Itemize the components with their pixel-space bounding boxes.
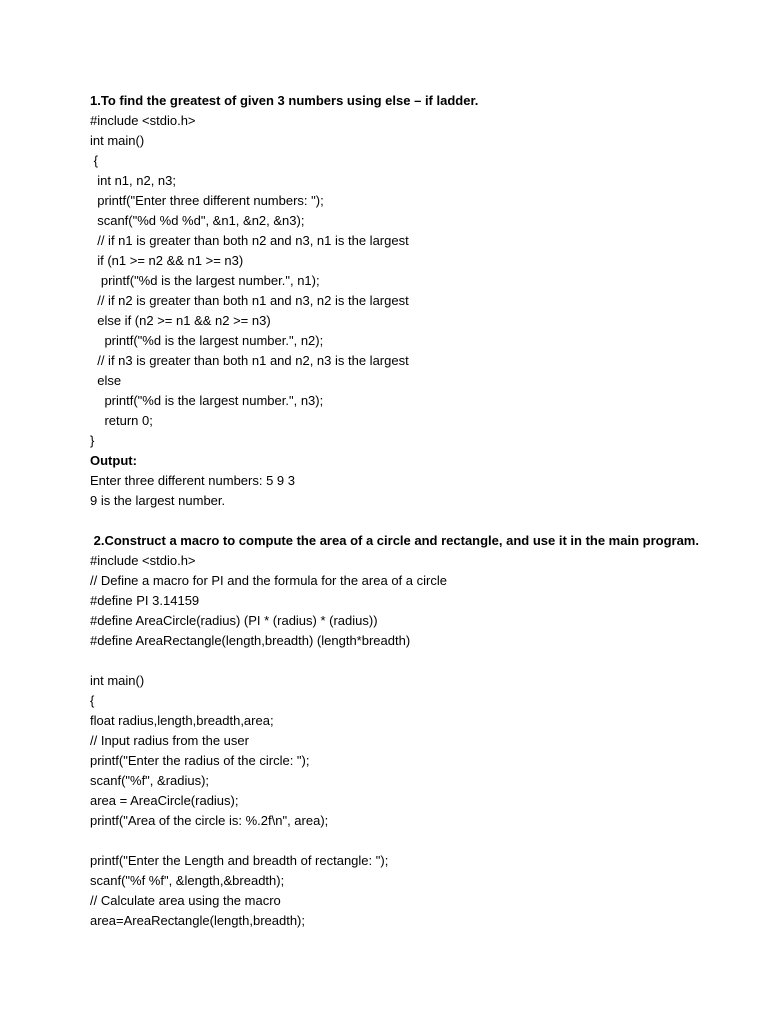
code-line: { bbox=[90, 693, 95, 708]
code-line: Enter three different numbers: 5 9 3 bbox=[90, 473, 295, 488]
code-line: else bbox=[90, 373, 122, 388]
code-line: 9 is the largest number. bbox=[90, 493, 226, 508]
section-heading: 2.Construct a macro to compute the area of a circle and rectangle, and use it in the main program. bbox=[90, 533, 699, 548]
code-line: printf("%d is the largest number.", n3); bbox=[90, 393, 324, 408]
code-line: area=AreaRectangle(length,breadth); bbox=[90, 913, 306, 928]
code-line: printf("Enter the Length and breadth of rectangle: "); bbox=[90, 853, 389, 868]
code-line: // Calculate area using the macro bbox=[90, 893, 281, 908]
blank-line bbox=[90, 651, 750, 671]
code-line: #include <stdio.h> bbox=[90, 113, 196, 128]
code-line: // Input radius from the user bbox=[90, 733, 249, 748]
code-line: int n1, n2, n3; bbox=[90, 173, 177, 188]
code-line: printf("Enter three different numbers: "); bbox=[90, 193, 324, 208]
code-line: return 0; bbox=[90, 413, 153, 428]
code-line: #define AreaCircle(radius) (PI * (radius) * (radius)) bbox=[90, 613, 378, 628]
code-line: // Define a macro for PI and the formula for the area of a circle bbox=[90, 573, 447, 588]
section-heading: 1.To find the greatest of given 3 numbers using else – if ladder. bbox=[90, 93, 479, 108]
blank-line bbox=[90, 831, 750, 851]
document-body bbox=[90, 91, 750, 931]
code-line: printf("%d is the largest number.", n1); bbox=[90, 273, 320, 288]
code-line: int main() bbox=[90, 673, 145, 688]
code-line: printf("Enter the radius of the circle: "); bbox=[90, 753, 310, 768]
code-line: // if n1 is greater than both n2 and n3, n1 is the largest bbox=[90, 233, 409, 248]
code-line: #define PI 3.14159 bbox=[90, 593, 200, 608]
code-line: printf("%d is the largest number.", n2); bbox=[90, 333, 324, 348]
code-line: scanf("%d %d %d", &n1, &n2, &n3); bbox=[90, 213, 305, 228]
code-line: { bbox=[90, 153, 98, 168]
code-line: if (n1 >= n2 && n1 >= n3) bbox=[90, 253, 244, 268]
code-line: else if (n2 >= n1 && n2 >= n3) bbox=[90, 313, 271, 328]
code-line: area = AreaCircle(radius); bbox=[90, 793, 239, 808]
output-heading: Output: bbox=[90, 453, 137, 468]
code-line: scanf("%f", &radius); bbox=[90, 773, 210, 788]
code-line: // if n2 is greater than both n1 and n3, n2 is the largest bbox=[90, 293, 409, 308]
code-line: printf("Area of the circle is: %.2f\n", area); bbox=[90, 813, 329, 828]
code-line: float radius,length,breadth,area; bbox=[90, 713, 274, 728]
code-line: } bbox=[90, 433, 95, 448]
code-line: int main() bbox=[90, 133, 145, 148]
code-line: #include <stdio.h> bbox=[90, 553, 196, 568]
code-line: #define AreaRectangle(length,breadth) (length*breadth) bbox=[90, 633, 411, 648]
blank-line bbox=[90, 511, 750, 531]
code-line: // if n3 is greater than both n1 and n2, n3 is the largest bbox=[90, 353, 409, 368]
code-line: scanf("%f %f", &length,&breadth); bbox=[90, 873, 285, 888]
